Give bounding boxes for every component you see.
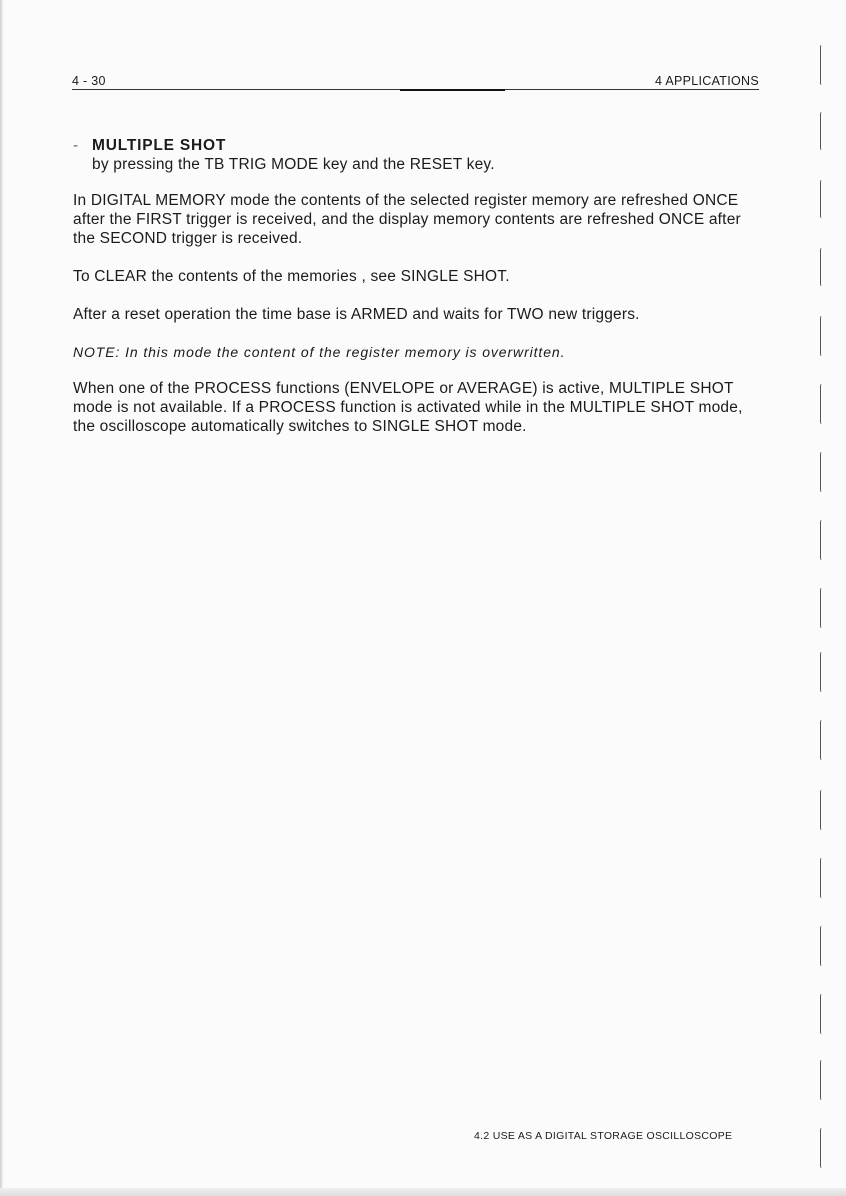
binder-mark xyxy=(820,45,824,85)
binder-mark xyxy=(820,926,824,966)
binder-mark xyxy=(820,112,824,150)
binder-mark xyxy=(820,790,824,830)
page-number: 4 - 30 xyxy=(72,74,106,88)
binder-mark xyxy=(820,452,824,492)
paragraph-clear: To CLEAR the contents of the memories , see SINGLE SHOT. xyxy=(73,268,510,285)
binder-mark xyxy=(820,994,824,1034)
binder-mark xyxy=(820,588,824,628)
page-bottom-edge xyxy=(0,1188,846,1196)
bullet-title: MULTIPLE SHOT xyxy=(92,137,227,154)
header-rule-accent xyxy=(400,89,505,91)
binder-mark xyxy=(820,384,824,424)
paragraph-digital-memory: In DIGITAL MEMORY mode the contents of the selected register memory are refreshed ONCE after the FIRST trigger is received, and the display memory contents are refreshed ONCE after the SECOND trigger is received. xyxy=(73,192,741,247)
binder-mark xyxy=(820,1060,824,1100)
binder-mark xyxy=(820,316,824,356)
multiple-shot-item xyxy=(73,136,763,174)
note: NOTE: In this mode the content of the register memory is overwritten. xyxy=(73,344,566,360)
binder-mark xyxy=(820,180,824,218)
binder-mark xyxy=(820,520,824,560)
bullet-text: by pressing the TB TRIG MODE key and the RESET key. xyxy=(92,156,495,173)
binder-mark xyxy=(820,720,824,760)
binder-mark xyxy=(820,858,824,898)
binder-mark xyxy=(820,248,824,286)
page-footer: 4.2 USE AS A DIGITAL STORAGE OSCILLOSCOPE xyxy=(474,1130,733,1142)
page-left-edge xyxy=(0,0,3,1196)
section-title: 4 APPLICATIONS xyxy=(654,74,759,88)
paragraph-reset: After a reset operation the time base is ARMED and waits for TWO new triggers. xyxy=(73,306,640,323)
bullet-dash: - xyxy=(73,137,79,154)
page-body xyxy=(73,136,763,455)
paragraph-process: When one of the PROCESS functions (ENVELOPE or AVERAGE) is active, MULTIPLE SHOT mode is not available. If a PROCESS function is activated while in the MULTIPLE SHOT mode, the oscilloscope automatically switches to SINGLE SHOT mode. xyxy=(73,380,743,435)
binder-mark xyxy=(820,652,824,692)
binder-mark xyxy=(820,1128,824,1168)
